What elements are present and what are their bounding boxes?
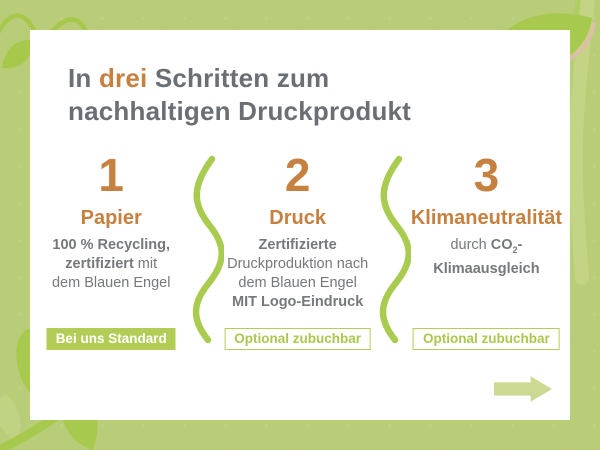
- step-description: [411, 236, 562, 279]
- description-line: zertifiziert mit: [65, 256, 158, 272]
- optional-badge[interactable]: Optional zubuchbar: [413, 328, 560, 350]
- steps-row: [38, 149, 562, 350]
- description-line: Klimaausgleich: [433, 261, 540, 277]
- description-line: dem Blauen Engel: [238, 275, 357, 291]
- step-heading: Papier: [80, 207, 142, 229]
- step-heading: Druck: [269, 207, 326, 229]
- title-highlight: drei: [98, 63, 148, 93]
- description-line: Zertifizierte: [258, 237, 337, 253]
- standard-badge: Bei uns Standard: [47, 328, 176, 350]
- step-climate-neutrality: [410, 149, 562, 350]
- description-line: durch $CO_2-$: [450, 237, 523, 255]
- step-number: 3: [473, 149, 500, 201]
- content-card: [30, 30, 570, 420]
- step-paper: [38, 149, 184, 350]
- wavy-divider: [184, 154, 224, 346]
- description-line: 100 % Recycling,: [52, 237, 171, 253]
- step-description: [38, 236, 184, 293]
- step-heading: Klimaneutralität: [410, 207, 562, 229]
- page-title: [68, 62, 411, 128]
- title-line2: nachhaltigen Druckprodukt: [68, 96, 412, 126]
- title-text: Schritten zum: [147, 63, 330, 93]
- wavy-divider: [371, 154, 411, 346]
- description-line: dem Blauen Engel: [51, 275, 171, 291]
- description-line: MIT Logo-Eindruck: [231, 294, 364, 310]
- title-text: In: [68, 63, 99, 93]
- arrow-right-icon[interactable]: [494, 376, 552, 402]
- step-description: [224, 236, 370, 312]
- step-number: 2: [284, 149, 311, 201]
- step-number: 1: [98, 149, 124, 201]
- optional-badge[interactable]: Optional zubuchbar: [224, 328, 371, 350]
- description-line: Druckproduktion nach: [227, 256, 369, 272]
- step-print: [224, 149, 370, 350]
